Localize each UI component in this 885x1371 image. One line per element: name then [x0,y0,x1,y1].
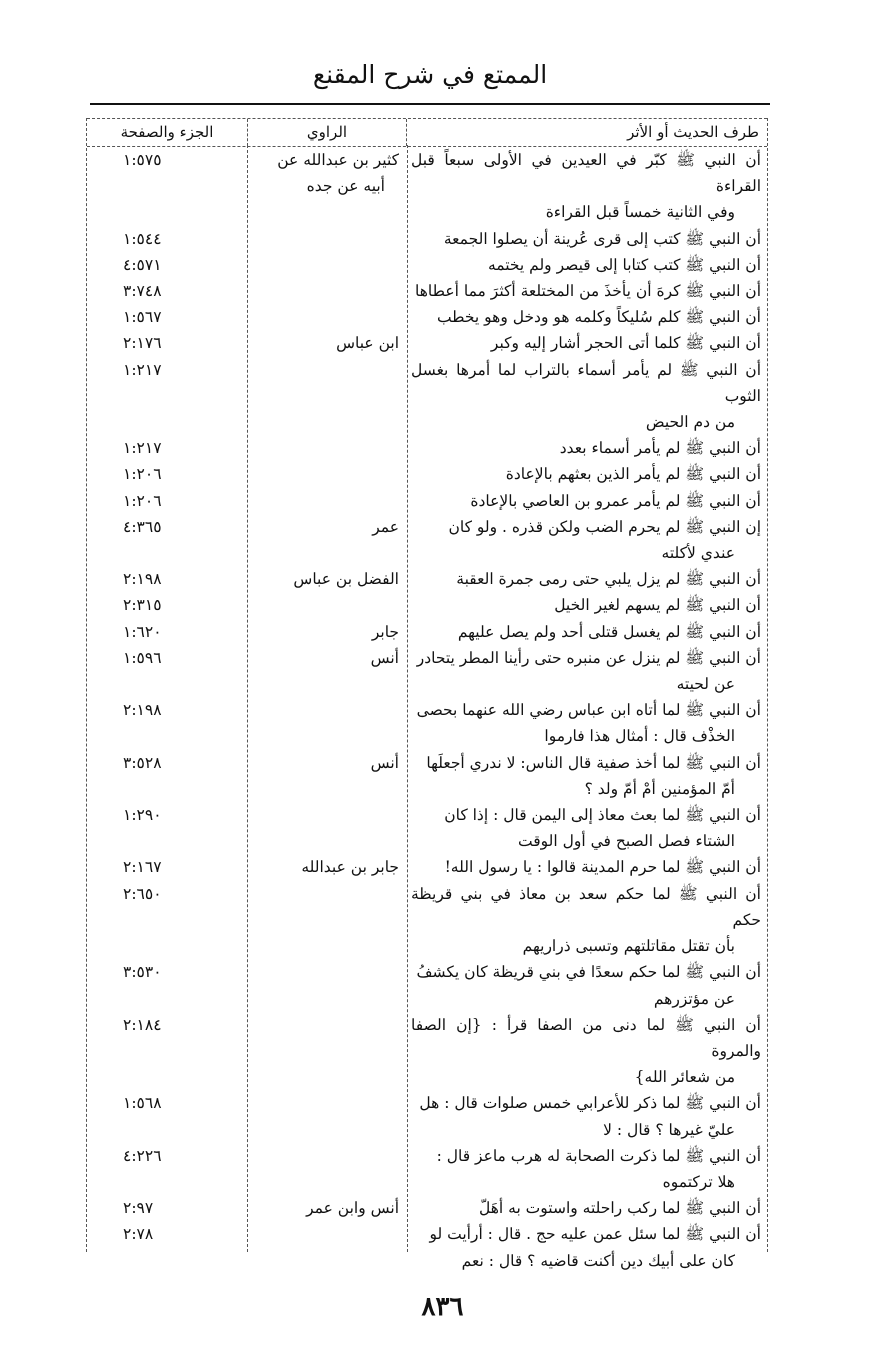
hadith-text: أن النبي ﷺ لما أخذ صفية قال الناس: لا ندري أجعلَها [426,753,761,772]
hadith-cell [407,435,767,461]
narrator-cell [247,1012,407,1091]
table-row [87,435,767,461]
table-row [87,566,767,592]
narrator-cell [247,854,407,880]
narrator-cell [247,592,407,618]
hadith-text: أن النبي ﷺ لما سئل عمن عليه حج . قال : أرأيت لو [429,1225,761,1244]
hadith-text: أن النبي ﷺ لما دنى من الصفا قرأ : {إن الصفا والمروة [411,1015,761,1060]
table-row [87,959,767,1011]
hadith-continuation: بأن تقتل مقاتلتهم وتسبى ذراريهم [522,937,735,956]
narrator-cell [247,1221,407,1273]
table-row [87,750,767,802]
hadith-continuation: كان على أبيك دين أكنت قاضيه ؟ قال : نعم [461,1251,735,1270]
index-table [86,118,768,1270]
hadith-text: أن النبي ﷺ كتب إلى قرى عُرينة أن يصلوا الجمعة [443,229,761,248]
table-row [87,461,767,487]
header-rule [90,103,770,105]
narrator-cell [247,645,407,697]
hadith-text: أن النبي ﷺ كبّر في العيدين في الأولى سبعاً قبل القراءة [411,151,761,196]
page-number: ٨٣٦ [421,1292,464,1322]
hadith-cell [407,592,767,618]
reference-cell: ١:٦٢٠ [123,622,162,641]
column-header-reference: الجزء والصفحة [120,123,214,141]
reference-cell: ١:٢١٧ [123,360,162,379]
hadith-cell [407,854,767,880]
hadith-cell [407,566,767,592]
hadith-text: أن النبي ﷺ لم ينزل عن منبره حتى رأينا المطر يتحادر [416,648,761,667]
reference-cell: ٢:٣١٥ [123,596,162,615]
table-row [87,1195,767,1221]
narrator-text: جابر [371,622,399,641]
narrator-cell [247,226,407,252]
table-body [87,147,767,1274]
hadith-cell [407,1090,767,1142]
table-row [87,252,767,278]
hadith-text: أن النبي ﷺ لما أتاه ابن عباس رضي الله عنهما بحصى [416,701,761,720]
reference-cell: ١:٥٤٤ [123,229,162,248]
hadith-continuation: وفي الثانية خمساً قبل القراءة [545,203,735,222]
hadith-cell [407,697,767,749]
hadith-continuation: الخذْف قال : أمثال هذا فارموا [544,727,735,746]
hadith-cell [407,802,767,854]
reference-cell: ٢:١٩٨ [123,701,162,720]
table-row [87,1012,767,1091]
hadith-cell [407,1143,767,1195]
hadith-text: أن النبي ﷺ لم يأمر أسماء بالتراب لما أمرها بغسل الثوب [411,360,761,405]
narrator-text: أنس وابن عمر [306,1199,399,1218]
narrator-cell [247,252,407,278]
hadith-cell [407,147,767,226]
reference-cell: ١:٢١٧ [123,439,162,458]
hadith-text: أن النبي ﷺ لما حرم المدينة قالوا : يا رسول الله! [444,858,761,877]
hadith-cell [407,881,767,960]
hadith-continuation: عن لحيته [676,675,735,694]
hadith-cell [407,357,767,436]
reference-cell: ٣:٥٢٨ [123,753,162,772]
narrator-text: جابر بن عبدالله [301,858,399,877]
table-row [87,304,767,330]
hadith-text: أن النبي ﷺ لم يزل يلبي حتى رمى جمرة العقبة [456,570,761,589]
reference-cell: ٤:٣٦٥ [123,517,162,536]
hadith-cell [407,1012,767,1091]
hadith-text: أن النبي ﷺ كتب كتابا إلى قيصر ولم يختمه [487,255,761,274]
narrator-cell [247,330,407,356]
reference-cell: ٢:٦٥٠ [123,884,162,903]
hadith-cell [407,959,767,1011]
hadith-cell [407,750,767,802]
hadith-text: أن النبي ﷺ لما ركب راحلته واستوت به أهَلّ [478,1199,761,1218]
hadith-cell [407,514,767,566]
table-header [87,118,767,147]
hadith-text: أن النبي ﷺ لم يغسل قتلى أحد ولم يصل عليهم [457,622,761,641]
narrator-cell [247,802,407,854]
hadith-cell [407,1221,767,1273]
reference-cell: ١:٥٦٨ [123,1094,162,1113]
table-row [87,619,767,645]
hadith-continuation: من دم الحيض [645,413,735,432]
narrator-cell [247,566,407,592]
hadith-continuation: الشتاء فصل الصبح في أول الوقت [518,832,735,851]
narrator-text: أنس [370,753,399,772]
narrator-text: ابن عباس [336,334,399,353]
hadith-cell [407,330,767,356]
table-row [87,1221,767,1273]
table-row [87,854,767,880]
column-header-hadith: طرف الحديث أو الأثر [627,123,759,141]
table-row [87,226,767,252]
narrator-cell [247,881,407,960]
table-row [87,278,767,304]
table-row [87,645,767,697]
hadith-cell [407,461,767,487]
hadith-cell [407,252,767,278]
narrator-cell [247,619,407,645]
hadith-text: أن النبي ﷺ لما ذكرت الصحابة له هرب ماعز قال : [436,1146,761,1165]
reference-cell: ١:٥٧٥ [123,151,162,169]
reference-cell: ٢:١٨٤ [123,1015,162,1034]
narrator-text: عمر [372,517,399,536]
table-row [87,697,767,749]
hadith-text: أن النبي ﷺ لم يسهم لغير الخيل [554,596,761,615]
reference-cell: ٣:٧٤٨ [123,282,162,301]
hadith-continuation: من شعائر الله} [634,1068,735,1087]
hadith-continuation: أمّ المؤمنين أمْ أمّ ولد ؟ [584,779,735,798]
reference-cell: ٢:٧٨ [123,1225,154,1244]
column-divider [247,145,248,1252]
narrator-cell [247,461,407,487]
narrator-cell [247,278,407,304]
reference-cell: ٢:١٦٧ [123,858,162,877]
reference-cell: ١:٢٠٦ [123,465,162,484]
narrator-cell [247,435,407,461]
hadith-text: إن النبي ﷺ لم يحرم الضب ولكن قذره . ولو كان [448,517,761,536]
column-divider [407,145,408,1252]
table-row [87,881,767,960]
narrator-continuation: أبيه عن جده [306,177,385,196]
reference-cell: ١:٢٠٦ [123,491,162,510]
narrator-cell [247,147,407,226]
hadith-text: أن النبي ﷺ لم يأمر الذين بعثهم بالإعادة [505,465,761,484]
hadith-cell [407,1195,767,1221]
reference-cell: ٤:٥٧١ [123,255,162,274]
narrator-cell [247,1090,407,1142]
narrator-text: كثير بن عبدالله عن [277,151,399,169]
table-row [87,802,767,854]
hadith-text: أن النبي ﷺ لما ذكر للأعرابي خمس صلوات قال : هل [419,1094,761,1113]
page-header-title: الممتع في شرح المقنع [312,60,548,89]
hadith-text: أن النبي ﷺ لم يأمر عمرو بن العاصي بالإعادة [470,491,761,510]
narrator-cell [247,1195,407,1221]
table-row [87,1090,767,1142]
hadith-continuation: عن مؤتزرهم [653,989,735,1008]
hadith-cell [407,619,767,645]
hadith-text: أن النبي ﷺ لم يأمر أسماء بعدد [559,439,761,458]
table-row [87,330,767,356]
narrator-cell [247,304,407,330]
table-row [87,357,767,436]
narrator-text: الفضل بن عباس [293,570,399,589]
hadith-cell [407,488,767,514]
reference-cell: ٣:٥٣٠ [123,963,162,982]
reference-cell: ١:٥٩٦ [123,648,162,667]
narrator-cell [247,1143,407,1195]
hadith-cell [407,304,767,330]
narrator-cell [247,514,407,566]
hadith-cell [407,226,767,252]
hadith-text: أن النبي ﷺ كلم سُليكاً وكلمه هو ودخل وهو يخطب [436,308,761,327]
narrator-cell [247,488,407,514]
table-row [87,514,767,566]
hadith-text: أن النبي ﷺ لما حكم سعدًا في بني قريظة كان يكشفُ [416,963,761,982]
table-row [87,147,767,226]
narrator-cell [247,750,407,802]
reference-cell: ٢:١٧٦ [123,334,162,353]
hadith-text: أن النبي ﷺ كرهَ أن يأخذَ من المختلعة أكثرَ مما أعطاها [415,282,761,301]
column-header-narrator: الراوي [247,119,407,146]
narrator-cell [247,697,407,749]
reference-cell: ٢:١٩٨ [123,570,162,589]
reference-cell: ٢:٩٧ [123,1199,154,1218]
hadith-continuation: هلا تركتموه [662,1172,735,1191]
table-row [87,592,767,618]
hadith-cell [407,645,767,697]
table-row [87,488,767,514]
hadith-continuation: عليّ غيرها ؟ قال : لا [603,1120,735,1139]
reference-cell: ١:٥٦٧ [123,308,162,327]
narrator-text: أنس [370,648,399,667]
narrator-cell [247,357,407,436]
hadith-text: أن النبي ﷺ لما حكم سعد بن معاذ في بني قريظة حكم [411,884,761,929]
hadith-cell [407,278,767,304]
hadith-text: أن النبي ﷺ كلما أتى الحجر أشار إليه وكبر [490,334,761,353]
reference-cell: ٤:٢٢٦ [123,1146,162,1165]
reference-cell: ١:٢٩٠ [123,806,162,825]
hadith-text: أن النبي ﷺ لما بعث معاذ إلى اليمن قال : إذا كان [444,806,761,825]
hadith-continuation: عندي لأكلته [661,544,735,563]
narrator-cell [247,959,407,1011]
table-row [87,1143,767,1195]
